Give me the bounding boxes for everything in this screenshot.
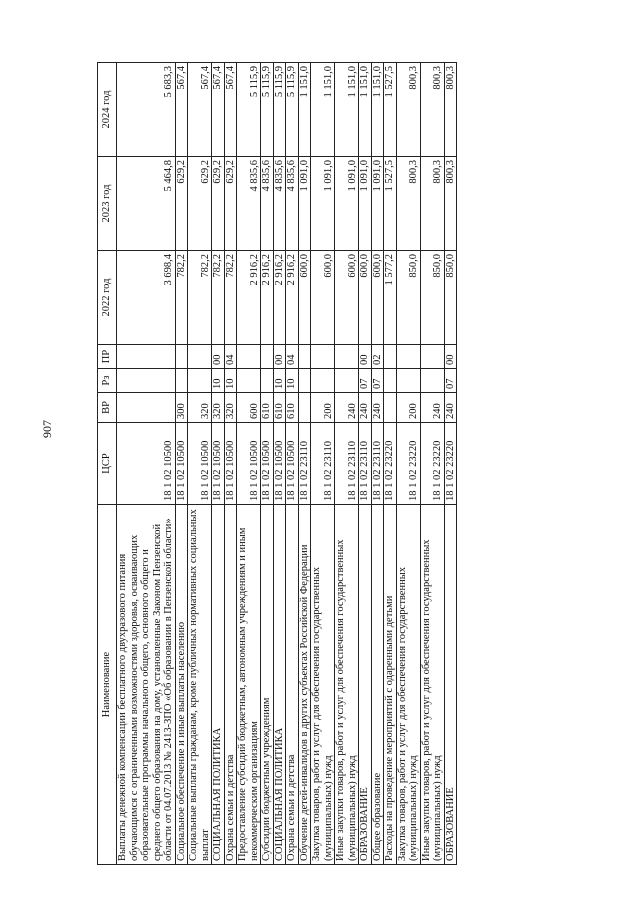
cell-name: Предоставление субсидий бюджетным, автономным учреждениям и иным некоммерческим организациям [237, 505, 261, 865]
cell-2022: 782,2 [188, 251, 212, 345]
cell-rz [298, 369, 311, 393]
cell-csr: 18 1 02 23220 [396, 423, 420, 505]
cell-name: СОЦИАЛЬНАЯ ПОЛИТИКА [273, 505, 286, 865]
cell-2024: 1 151,0 [335, 63, 359, 157]
cell-2024: 800,3 [420, 63, 444, 157]
cell-2022: 782,2 [224, 251, 237, 345]
cell-2022: 2 916,2 [237, 251, 261, 345]
cell-pr: 04 [224, 345, 237, 369]
cell-name: Социальное обеспечение и иные выплаты населению [175, 505, 188, 865]
cell-rz: 07 [371, 369, 384, 393]
cell-pr: 02 [371, 345, 384, 369]
cell-name: ОБРАЗОВАНИЕ [444, 505, 457, 865]
cell-vr: 610 [273, 393, 286, 423]
cell-csr: 18 1 02 10500 [117, 423, 176, 505]
cell-name: Обучение детей-инвалидов в других субъектах Российской Федерации [298, 505, 311, 865]
table-row [298, 63, 311, 865]
cell-vr: 240 [371, 393, 384, 423]
cell-2022: 2 916,2 [286, 251, 299, 345]
cell-csr: 18 1 02 23220 [444, 423, 457, 505]
cell-2023: 4 835,6 [286, 157, 299, 251]
cell-2022: 600,0 [298, 251, 311, 345]
cell-vr: 600 [237, 393, 261, 423]
rotated-table-container [97, 63, 560, 865]
cell-2023: 1 091,0 [371, 157, 384, 251]
cell-vr: 200 [396, 393, 420, 423]
cell-pr: 00 [444, 345, 457, 369]
cell-csr: 18 1 02 23220 [420, 423, 444, 505]
cell-vr: 300 [175, 393, 188, 423]
cell-csr: 18 1 02 23110 [359, 423, 372, 505]
table-row [224, 63, 237, 865]
cell-csr: 18 1 02 10500 [261, 423, 274, 505]
cell-csr: 18 1 02 10500 [224, 423, 237, 505]
cell-2022: 1 577,2 [384, 251, 397, 345]
cell-2022: 2 916,2 [273, 251, 286, 345]
cell-pr [298, 345, 311, 369]
cell-csr: 18 1 02 23110 [311, 423, 335, 505]
table-row [444, 63, 457, 865]
cell-2024: 567,4 [212, 63, 225, 157]
cell-pr [335, 345, 359, 369]
cell-2023: 629,2 [212, 157, 225, 251]
cell-vr: 240 [444, 393, 457, 423]
cell-rz [261, 369, 274, 393]
table-row [286, 63, 299, 865]
cell-2024: 5 683,3 [117, 63, 176, 157]
cell-2022: 600,0 [359, 251, 372, 345]
cell-pr: 04 [286, 345, 299, 369]
cell-2023: 4 835,6 [261, 157, 274, 251]
cell-pr [188, 345, 212, 369]
cell-rz: 10 [286, 369, 299, 393]
cell-pr: 00 [212, 345, 225, 369]
page-number: 907 [40, 420, 54, 438]
cell-2022: 3 698,4 [117, 251, 176, 345]
table-row [237, 63, 261, 865]
cell-rz: 10 [224, 369, 237, 393]
cell-pr [237, 345, 261, 369]
cell-name: Закупка товаров, работ и услуг для обеспечения государственных (муниципальных) нужд [311, 505, 335, 865]
cell-rz: 07 [444, 369, 457, 393]
cell-2024: 567,4 [224, 63, 237, 157]
budget-table [97, 62, 457, 865]
cell-vr: 610 [286, 393, 299, 423]
cell-2022: 782,2 [175, 251, 188, 345]
cell-2023: 5 464,8 [117, 157, 176, 251]
cell-name: Расходы на проведение мероприятий с одаренными детьми [384, 505, 397, 865]
cell-vr [298, 393, 311, 423]
table-row [273, 63, 286, 865]
table-row [188, 63, 212, 865]
cell-2024: 800,3 [396, 63, 420, 157]
cell-2022: 850,0 [396, 251, 420, 345]
cell-2023: 1 091,0 [298, 157, 311, 251]
cell-name: СОЦИАЛЬНАЯ ПОЛИТИКА [212, 505, 225, 865]
cell-vr: 200 [311, 393, 335, 423]
cell-name: Субсидии бюджетным учреждениям [261, 505, 274, 865]
cell-2022: 600,0 [335, 251, 359, 345]
header-name: Наименование [98, 505, 117, 865]
cell-2023: 1 091,0 [359, 157, 372, 251]
cell-vr: 320 [212, 393, 225, 423]
cell-rz [188, 369, 212, 393]
cell-2024: 1 151,0 [298, 63, 311, 157]
cell-2023: 800,3 [420, 157, 444, 251]
cell-2022: 600,0 [311, 251, 335, 345]
cell-vr: 240 [335, 393, 359, 423]
table-header-row [98, 63, 117, 865]
cell-pr [175, 345, 188, 369]
table-row [384, 63, 397, 865]
cell-vr: 320 [188, 393, 212, 423]
cell-vr: 320 [224, 393, 237, 423]
cell-vr [384, 393, 397, 423]
cell-name: Иные закупки товаров, работ и услуг для обеспечения государственных (муниципальных) нужд [420, 505, 444, 865]
cell-csr: 18 1 02 10500 [237, 423, 261, 505]
cell-vr: 240 [420, 393, 444, 423]
cell-csr: 18 1 02 10500 [273, 423, 286, 505]
cell-2024: 800,3 [444, 63, 457, 157]
cell-rz [117, 369, 176, 393]
cell-rz [384, 369, 397, 393]
cell-pr [396, 345, 420, 369]
table-row [359, 63, 372, 865]
cell-pr [384, 345, 397, 369]
table-row [117, 63, 176, 865]
cell-2023: 800,3 [444, 157, 457, 251]
cell-2022: 850,0 [444, 251, 457, 345]
cell-rz [396, 369, 420, 393]
cell-csr: 18 1 02 10500 [175, 423, 188, 505]
cell-2024: 567,4 [175, 63, 188, 157]
cell-name: Социальные выплаты гражданам, кроме публичных нормативных социальных выплат [188, 505, 212, 865]
cell-2023: 629,2 [175, 157, 188, 251]
cell-rz: 10 [273, 369, 286, 393]
cell-2024: 5 115,9 [237, 63, 261, 157]
cell-2023: 629,2 [224, 157, 237, 251]
cell-name: ОБРАЗОВАНИЕ [359, 505, 372, 865]
cell-pr [261, 345, 274, 369]
table-row [420, 63, 444, 865]
table-row [396, 63, 420, 865]
header-2024: 2024 год [98, 63, 117, 157]
cell-2023: 800,3 [396, 157, 420, 251]
cell-rz [237, 369, 261, 393]
cell-2023: 1 091,0 [335, 157, 359, 251]
table-row [311, 63, 335, 865]
cell-2023: 4 835,6 [237, 157, 261, 251]
header-vr: ВР [98, 393, 117, 423]
cell-2024: 1 151,0 [311, 63, 335, 157]
cell-2023: 1 527,5 [384, 157, 397, 251]
cell-2024: 5 115,9 [286, 63, 299, 157]
cell-name: Закупка товаров, работ и услуг для обеспечения государственных (муниципальных) нужд [396, 505, 420, 865]
cell-2024: 1 151,0 [371, 63, 384, 157]
cell-2024: 1 527,5 [384, 63, 397, 157]
cell-rz [335, 369, 359, 393]
cell-rz: 07 [359, 369, 372, 393]
cell-rz [420, 369, 444, 393]
cell-csr: 18 1 02 23220 [384, 423, 397, 505]
header-csr: ЦСР [98, 423, 117, 505]
cell-csr: 18 1 02 10500 [188, 423, 212, 505]
table-row [335, 63, 359, 865]
cell-csr: 18 1 02 23110 [298, 423, 311, 505]
cell-csr: 18 1 02 23110 [335, 423, 359, 505]
cell-pr: 00 [359, 345, 372, 369]
cell-csr: 18 1 02 10500 [212, 423, 225, 505]
cell-2023: 1 091,0 [311, 157, 335, 251]
table-row [371, 63, 384, 865]
cell-2024: 567,4 [188, 63, 212, 157]
table-row [212, 63, 225, 865]
header-2023: 2023 год [98, 157, 117, 251]
header-2022: 2022 год [98, 251, 117, 345]
cell-vr: 240 [359, 393, 372, 423]
cell-rz [311, 369, 335, 393]
header-rz: Рз [98, 369, 117, 393]
cell-2022: 600,0 [371, 251, 384, 345]
table-row [175, 63, 188, 865]
cell-2023: 629,2 [188, 157, 212, 251]
cell-name: Охрана семьи и детства [286, 505, 299, 865]
cell-csr: 18 1 02 23110 [371, 423, 384, 505]
cell-name: Иные закупки товаров, работ и услуг для обеспечения государственных (муниципальных) нужд [335, 505, 359, 865]
cell-2022: 782,2 [212, 251, 225, 345]
cell-2024: 5 115,9 [261, 63, 274, 157]
header-pr: ПР [98, 345, 117, 369]
cell-name: Выплаты денежной компенсации бесплатного двухразового питания обучающимся с ограниченными возможностями здоровья, осваивающих образовательные программы начального общего, основного общего и среднего общего образования на дому, установленные Законом Пензенской области от 04.07.2013 № 2413-ЗПО «Об образовании в Пензенской области» [117, 505, 176, 865]
cell-pr [311, 345, 335, 369]
cell-rz: 10 [212, 369, 225, 393]
cell-2022: 2 916,2 [261, 251, 274, 345]
cell-2023: 4 835,6 [273, 157, 286, 251]
cell-pr [117, 345, 176, 369]
cell-csr: 18 1 02 10500 [286, 423, 299, 505]
table-row [261, 63, 274, 865]
cell-2022: 850,0 [420, 251, 444, 345]
table-body [117, 63, 457, 865]
cell-2024: 1 151,0 [359, 63, 372, 157]
cell-vr [117, 393, 176, 423]
cell-vr: 610 [261, 393, 274, 423]
cell-pr [420, 345, 444, 369]
cell-rz [175, 369, 188, 393]
cell-name: Общее образование [371, 505, 384, 865]
cell-pr: 00 [273, 345, 286, 369]
cell-name: Охрана семьи и детства [224, 505, 237, 865]
cell-2024: 5 115,9 [273, 63, 286, 157]
